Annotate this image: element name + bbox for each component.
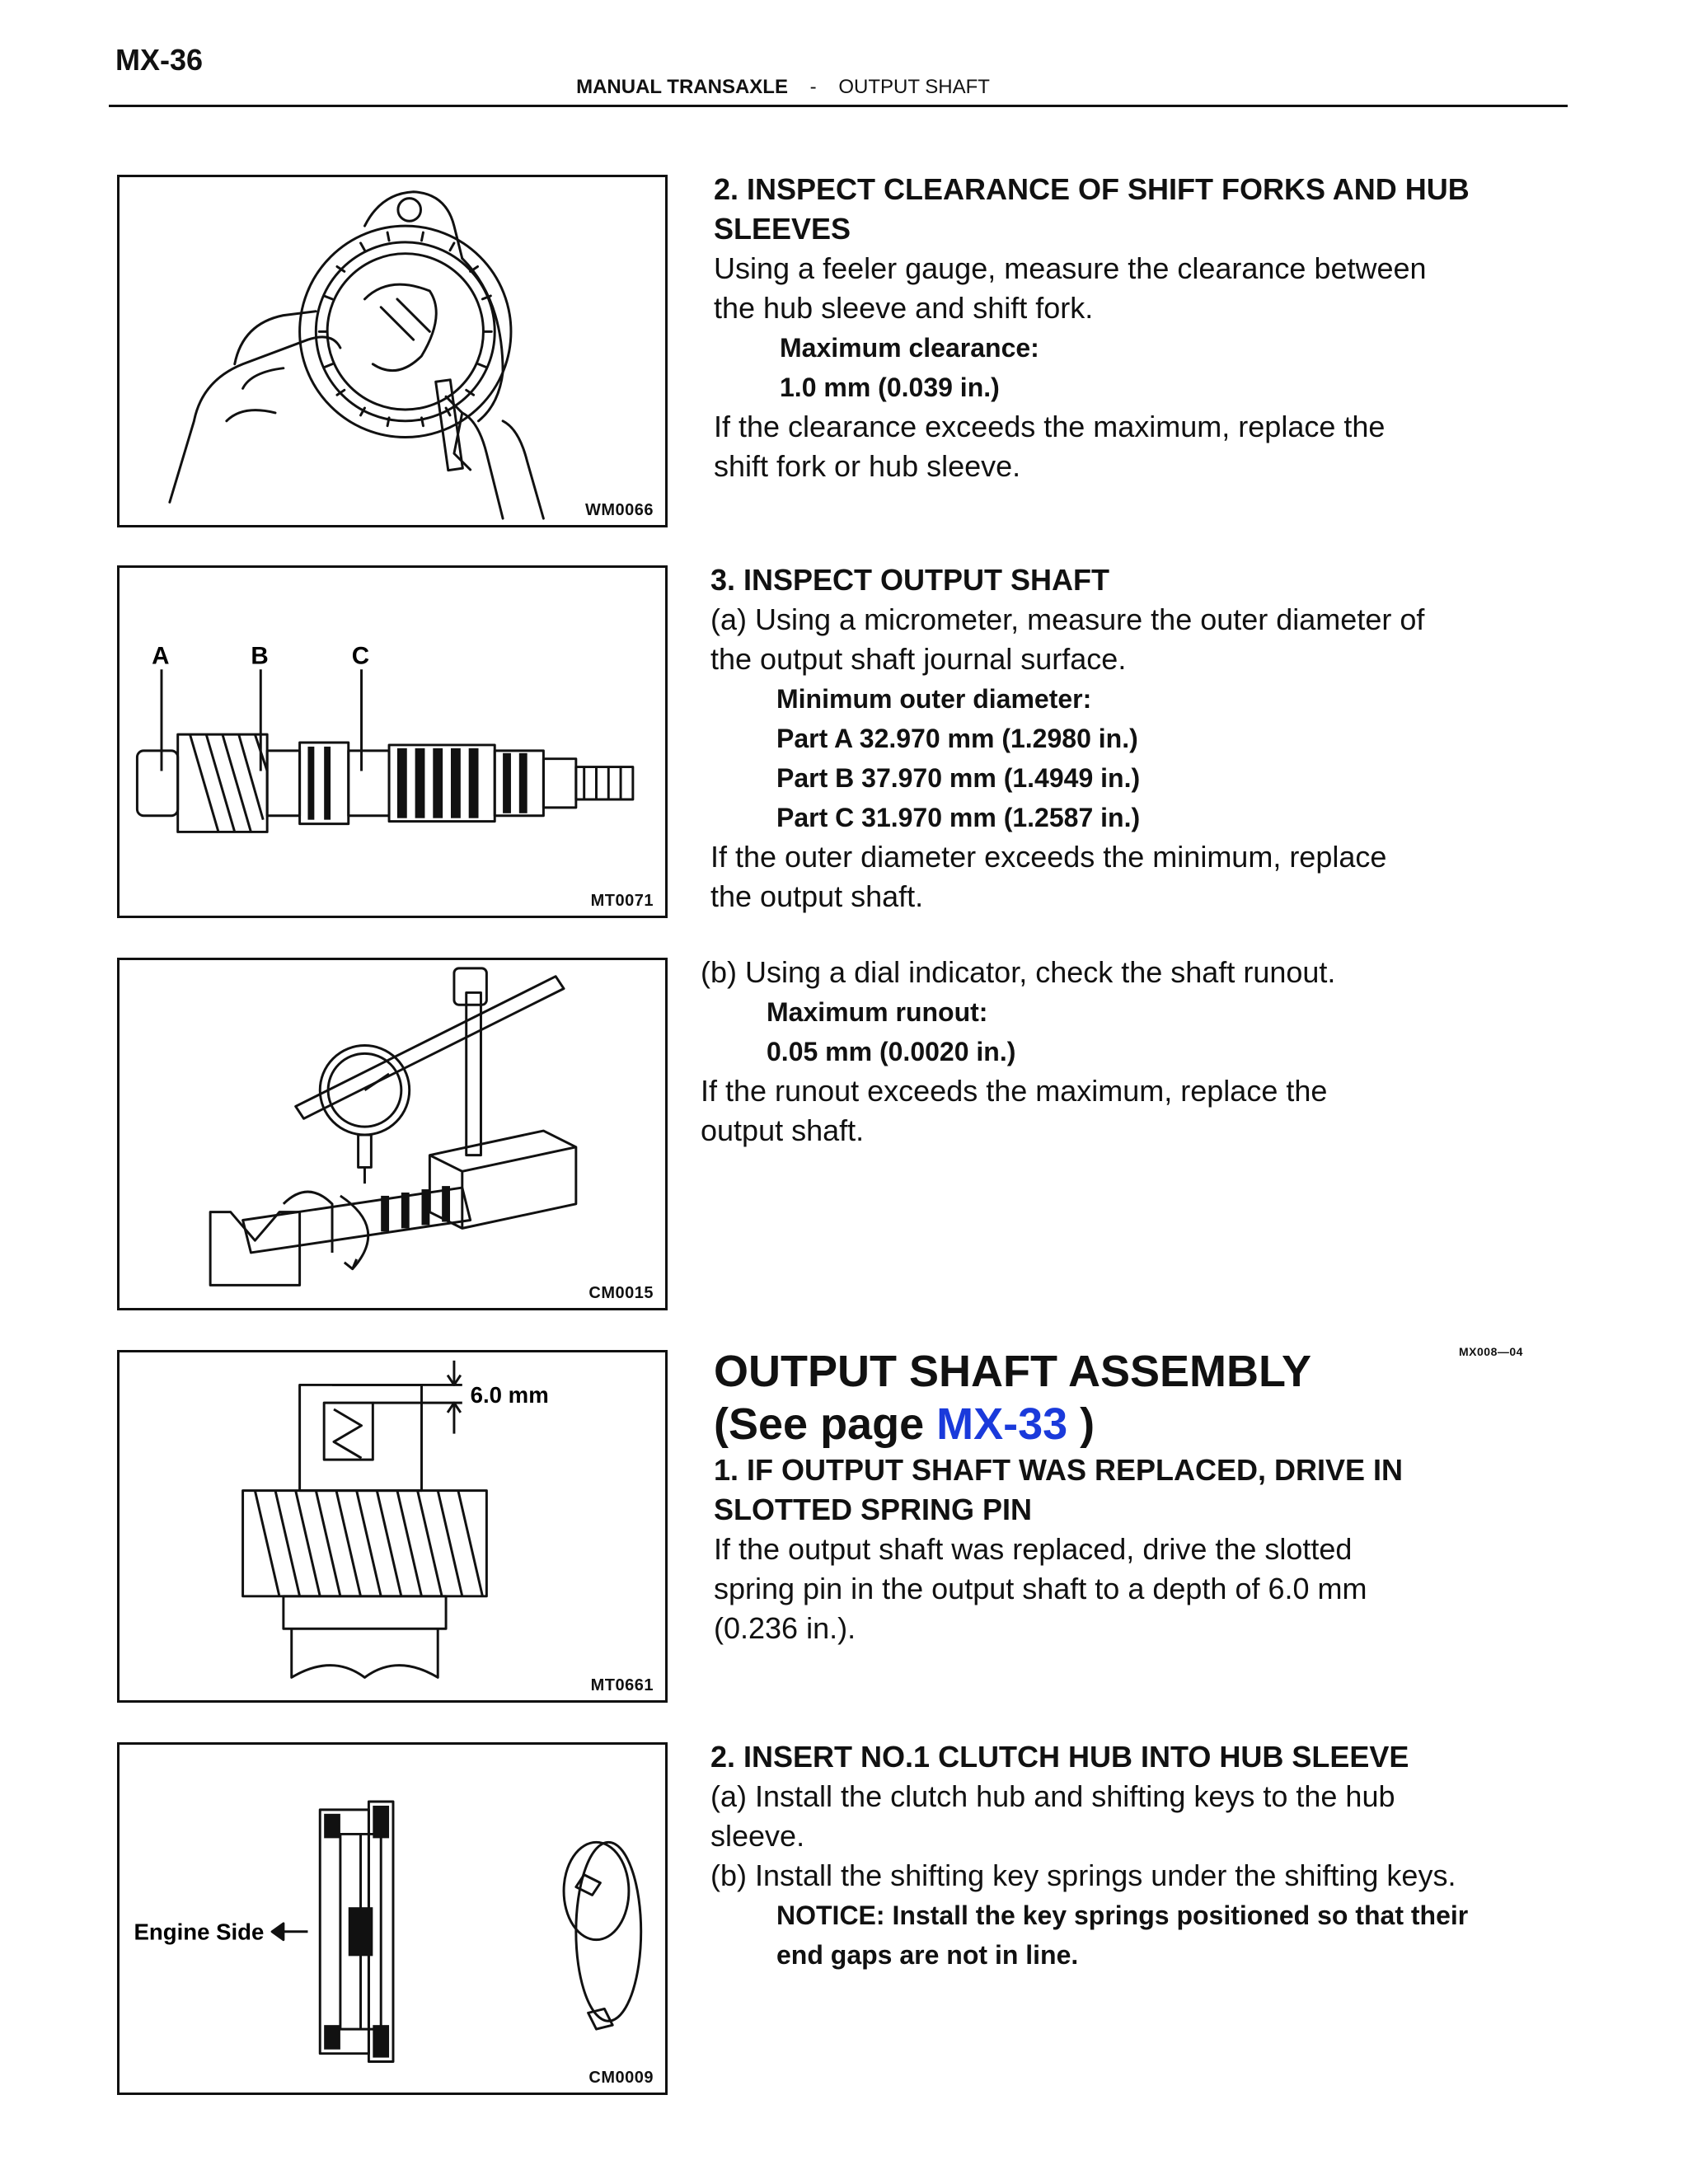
figure-code: MT0071 (590, 892, 654, 910)
heading-line: 1. IF OUTPUT SHAFT WAS REPLACED, DRIVE IN (714, 1453, 1404, 1487)
page-number: MX-36 (115, 43, 204, 77)
text-line: spring pin in the output shaft to a depth of 6.0 mm (714, 1572, 1367, 1605)
header-separator: - (809, 76, 817, 98)
text-line: If the clearance exceeds the maximum, replace the (714, 410, 1386, 443)
figure-code: MT0661 (590, 1676, 654, 1694)
instruction-paragraph: (b) Using a dial indicator, check the shaft runout. (701, 955, 1336, 989)
see-page-reference (714, 1398, 1538, 1451)
text-line: the hub sleeve and shift fork. (714, 291, 1094, 325)
section-heading: 2. INSERT NO.1 CLUTCH HUB INTO HUB SLEEVE (710, 1740, 1409, 1774)
spring-pin-illustration (120, 1352, 665, 1700)
engine-side-label: Engine Side (134, 1919, 265, 1945)
spec-value: 1.0 mm (0.039 in.) (780, 373, 1000, 402)
spec-part-c: Part C 31.970 mm (1.2587 in.) (776, 803, 1141, 832)
section-insert-clutch-hub (710, 1737, 1551, 1975)
notice-line: NOTICE: Install the key springs positioned so that their (776, 1900, 1469, 1930)
figure-code: CM0009 (588, 2069, 654, 2087)
spec-label: Minimum outer diameter: (776, 684, 1092, 714)
heading-line: SLOTTED SPRING PIN (714, 1493, 1033, 1526)
instruction-paragraph (714, 1530, 1538, 1648)
spec-part-a: Part A 32.970 mm (1.2980 in.) (776, 724, 1138, 753)
text-line: (a) Install the clutch hub and shifting keys to the hub (710, 1779, 1395, 1813)
section-inspect-clearance (714, 170, 1538, 486)
spec-value: 0.05 mm (0.0020 in.) (767, 1037, 1016, 1066)
text-line: output shaft. (701, 1113, 865, 1147)
output-shaft-illustration (120, 568, 665, 916)
reference-code: MX008—04 (1459, 1345, 1523, 1358)
dimension-label: 6.0 mm (470, 1382, 549, 1408)
figure-output-shaft (117, 565, 668, 918)
spec-label: Maximum runout: (767, 997, 988, 1027)
notice (710, 1896, 1551, 1975)
section-heading (714, 170, 1538, 249)
figure-dial-indicator (117, 958, 668, 1310)
heading-line: SLEEVES (714, 212, 851, 246)
spec-label: Maximum clearance: (780, 333, 1039, 363)
instruction-paragraph (714, 249, 1538, 328)
section-output-shaft-assembly (714, 1345, 1538, 1648)
see-suffix: ) (1067, 1399, 1095, 1449)
figure-clutch-hub (117, 1742, 668, 2095)
text-line: shift fork or hub sleeve. (714, 449, 1021, 483)
running-header (0, 76, 1566, 99)
section-check-runout (701, 953, 1525, 1151)
section-heading (714, 1451, 1538, 1530)
part-label-a: A (152, 642, 170, 670)
part-label-b: B (251, 642, 269, 670)
text-line: Using a feeler gauge, measure the clearance between (714, 251, 1427, 285)
section-inspect-output-shaft (710, 560, 1535, 916)
feeler-gauge-illustration (120, 177, 665, 525)
figure-code: WM0066 (584, 501, 654, 519)
figure-spring-pin (117, 1350, 668, 1703)
instruction-paragraph (714, 407, 1538, 486)
header-subsection: OUTPUT SHAFT (838, 76, 990, 98)
text-line: the output shaft. (710, 879, 924, 913)
spec-part-b: Part B 37.970 mm (1.4949 in.) (776, 763, 1141, 793)
header-rule (109, 105, 1568, 107)
instruction-paragraph (710, 1777, 1551, 1856)
instruction-paragraph (701, 1071, 1525, 1151)
clutch-hub-illustration (120, 1745, 665, 2093)
part-label-c: C (351, 642, 370, 670)
heading-line: 2. INSPECT CLEARANCE OF SHIFT FORKS AND HUB (714, 172, 1470, 206)
dial-indicator-illustration (120, 960, 665, 1308)
instruction-paragraph (710, 600, 1535, 679)
figure-feeler-gauge (117, 175, 668, 527)
figure-code: CM0015 (588, 1284, 654, 1302)
text-line: (a) Using a micrometer, measure the outer diameter of (710, 602, 1425, 636)
text-line: If the runout exceeds the maximum, replace the (701, 1074, 1328, 1108)
assembly-title: OUTPUT SHAFT ASSEMBLY (714, 1347, 1312, 1396)
section-heading: 3. INSPECT OUTPUT SHAFT (710, 563, 1110, 597)
header-section: MANUAL TRANSAXLE (576, 76, 788, 98)
text-line: sleeve. (710, 1819, 805, 1853)
page-link-mx-33[interactable]: MX-33 (936, 1399, 1068, 1449)
see-prefix: (See page (714, 1399, 937, 1449)
notice-line: end gaps are not in line. (776, 1940, 1079, 1970)
text-line: the output shaft journal surface. (710, 642, 1127, 676)
instruction-paragraph: (b) Install the shifting key springs under the shifting keys. (710, 1858, 1456, 1892)
text-line: If the output shaft was replaced, drive the slotted (714, 1532, 1353, 1566)
text-line: If the outer diameter exceeds the minimum, replace (710, 840, 1387, 874)
instruction-paragraph (710, 837, 1535, 916)
text-line: (0.236 in.). (714, 1611, 856, 1645)
